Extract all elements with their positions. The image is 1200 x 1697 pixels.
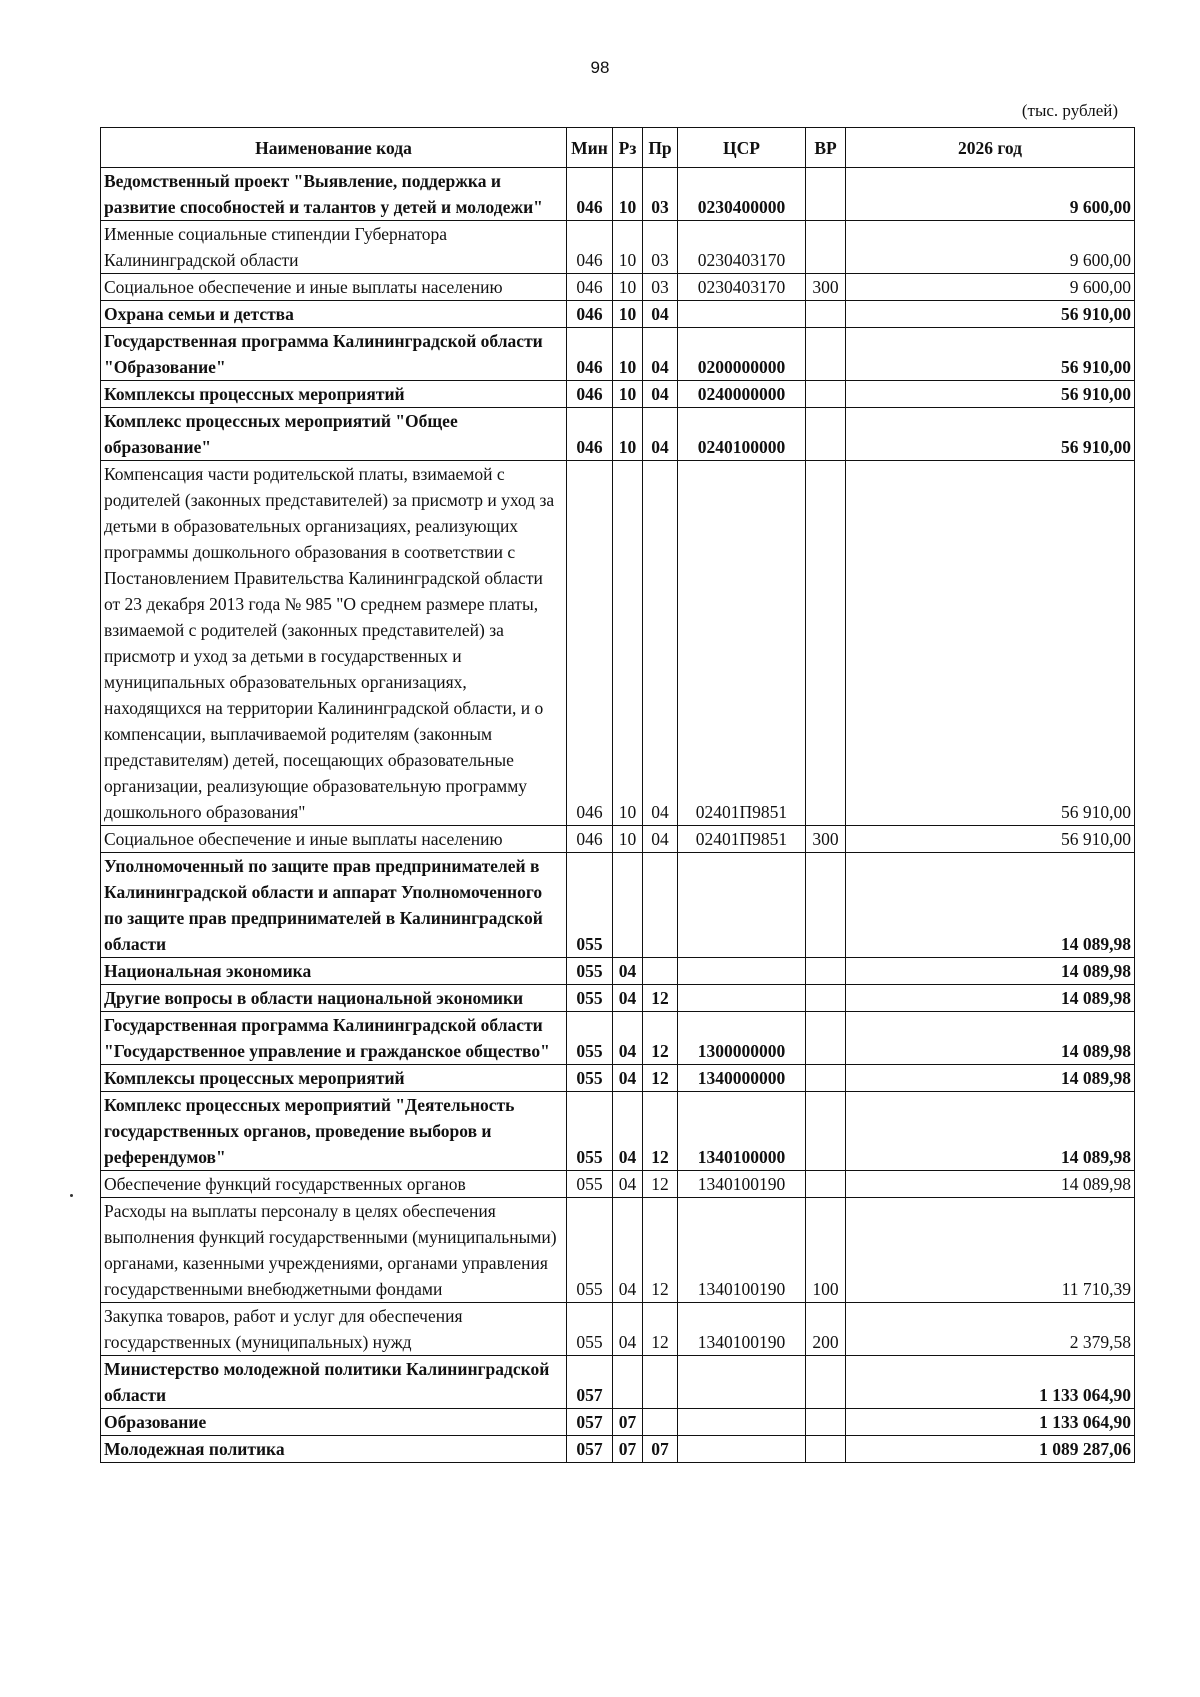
cell-vr — [806, 958, 846, 985]
cell-vr: 100 — [806, 1198, 846, 1303]
table-row — [101, 958, 1135, 985]
cell-vr — [806, 1436, 846, 1463]
cell-rz: 04 — [613, 1065, 643, 1092]
cell-rz: 07 — [613, 1409, 643, 1436]
table-row — [101, 381, 1135, 408]
table-row — [101, 1171, 1135, 1198]
cell-pr: 04 — [643, 381, 678, 408]
cell-min: 055 — [567, 1092, 613, 1171]
cell-rz: 10 — [613, 461, 643, 826]
cell-vr — [806, 381, 846, 408]
cell-name: Именные социальные стипендии Губернатора Калининградской области — [101, 221, 567, 274]
cell-name: Образование — [101, 1409, 567, 1436]
cell-vr — [806, 408, 846, 461]
cell-amount: 14 089,98 — [846, 958, 1135, 985]
cell-name: Комплексы процессных мероприятий — [101, 1065, 567, 1092]
table-row — [101, 274, 1135, 301]
cell-vr — [806, 1092, 846, 1171]
cell-rz: 04 — [613, 1198, 643, 1303]
cell-amount: 9 600,00 — [846, 274, 1135, 301]
table-row — [101, 328, 1135, 381]
cell-amount: 14 089,98 — [846, 1171, 1135, 1198]
cell-csr: 1340000000 — [678, 1065, 806, 1092]
cell-csr: 02401П9851 — [678, 826, 806, 853]
cell-vr — [806, 853, 846, 958]
cell-min: 057 — [567, 1436, 613, 1463]
cell-csr — [678, 853, 806, 958]
cell-name: Государственная программа Калининградской области "Образование" — [101, 328, 567, 381]
cell-vr: 300 — [806, 274, 846, 301]
cell-rz: 10 — [613, 221, 643, 274]
cell-pr: 04 — [643, 826, 678, 853]
cell-amount: 1 089 287,06 — [846, 1436, 1135, 1463]
cell-amount: 56 910,00 — [846, 826, 1135, 853]
cell-rz: 10 — [613, 274, 643, 301]
cell-rz: 10 — [613, 328, 643, 381]
table-row — [101, 826, 1135, 853]
cell-rz: 04 — [613, 1092, 643, 1171]
cell-pr: 12 — [643, 985, 678, 1012]
cell-csr: 0240100000 — [678, 408, 806, 461]
cell-name: Закупка товаров, работ и услуг для обеспечения государственных (муниципальных) нужд — [101, 1303, 567, 1356]
scan-artifact-dot — [70, 1194, 73, 1197]
cell-name: Расходы на выплаты персоналу в целях обеспечения выполнения функций государственными (муниципальными) органами, казенными учреждениями, органами управления государственными внебюджетными фондами — [101, 1198, 567, 1303]
cell-vr — [806, 1356, 846, 1409]
cell-csr: 02401П9851 — [678, 461, 806, 826]
cell-vr — [806, 1409, 846, 1436]
column-header-csr: ЦСР — [678, 128, 806, 168]
cell-name: Министерство молодежной политики Калининградской области — [101, 1356, 567, 1409]
cell-name: Национальная экономика — [101, 958, 567, 985]
cell-name: Социальное обеспечение и иные выплаты населению — [101, 826, 567, 853]
cell-amount: 56 910,00 — [846, 301, 1135, 328]
cell-pr: 07 — [643, 1436, 678, 1463]
table-row — [101, 1356, 1135, 1409]
cell-pr — [643, 1356, 678, 1409]
cell-min: 046 — [567, 381, 613, 408]
cell-rz: 04 — [613, 1171, 643, 1198]
cell-pr: 03 — [643, 168, 678, 221]
cell-rz — [613, 1356, 643, 1409]
table-row — [101, 1092, 1135, 1171]
cell-pr: 12 — [643, 1303, 678, 1356]
table-row — [101, 461, 1135, 826]
cell-rz: 10 — [613, 408, 643, 461]
cell-amount: 14 089,98 — [846, 853, 1135, 958]
cell-min: 055 — [567, 985, 613, 1012]
cell-vr — [806, 1171, 846, 1198]
cell-amount: 56 910,00 — [846, 328, 1135, 381]
cell-amount: 9 600,00 — [846, 221, 1135, 274]
table-row — [101, 1409, 1135, 1436]
cell-amount: 14 089,98 — [846, 1065, 1135, 1092]
cell-amount: 9 600,00 — [846, 168, 1135, 221]
cell-min: 046 — [567, 168, 613, 221]
cell-pr: 04 — [643, 328, 678, 381]
cell-amount: 2 379,58 — [846, 1303, 1135, 1356]
units-label: (тыс. рублей) — [1021, 101, 1118, 120]
cell-pr: 03 — [643, 274, 678, 301]
cell-min: 055 — [567, 1012, 613, 1065]
cell-rz: 10 — [613, 826, 643, 853]
cell-rz: 04 — [613, 958, 643, 985]
table-row — [101, 408, 1135, 461]
column-header-vr: ВР — [806, 128, 846, 168]
budget-table — [100, 127, 1135, 1463]
cell-vr: 200 — [806, 1303, 846, 1356]
page-number: 98 — [590, 58, 610, 77]
cell-vr — [806, 221, 846, 274]
cell-min: 057 — [567, 1409, 613, 1436]
cell-name: Комплекс процессных мероприятий "Деятельность государственных органов, проведение выборов и референдумов" — [101, 1092, 567, 1171]
table-body — [101, 168, 1135, 1463]
cell-csr — [678, 301, 806, 328]
cell-min: 046 — [567, 826, 613, 853]
cell-csr: 1300000000 — [678, 1012, 806, 1065]
cell-name: Социальное обеспечение и иные выплаты населению — [101, 274, 567, 301]
cell-csr — [678, 958, 806, 985]
cell-name: Охрана семьи и детства — [101, 301, 567, 328]
cell-min: 055 — [567, 1171, 613, 1198]
cell-min: 055 — [567, 1065, 613, 1092]
cell-csr: 1340100190 — [678, 1198, 806, 1303]
cell-pr: 12 — [643, 1065, 678, 1092]
cell-amount: 14 089,98 — [846, 985, 1135, 1012]
cell-csr: 0200000000 — [678, 328, 806, 381]
cell-pr — [643, 958, 678, 985]
table-row — [101, 853, 1135, 958]
column-header-name: Наименование кода — [101, 128, 567, 168]
cell-csr: 0230403170 — [678, 221, 806, 274]
cell-csr: 1340100190 — [678, 1171, 806, 1198]
cell-pr: 04 — [643, 301, 678, 328]
cell-pr — [643, 853, 678, 958]
cell-name: Комплексы процессных мероприятий — [101, 381, 567, 408]
table-row — [101, 301, 1135, 328]
cell-name: Государственная программа Калининградской области "Государственное управление и гражданское общество" — [101, 1012, 567, 1065]
column-header-rz: Рз — [613, 128, 643, 168]
cell-rz: 04 — [613, 985, 643, 1012]
cell-pr: 12 — [643, 1171, 678, 1198]
cell-amount: 56 910,00 — [846, 408, 1135, 461]
cell-amount: 1 133 064,90 — [846, 1409, 1135, 1436]
cell-amount: 14 089,98 — [846, 1012, 1135, 1065]
cell-vr: 300 — [806, 826, 846, 853]
cell-rz: 10 — [613, 301, 643, 328]
cell-amount: 1 133 064,90 — [846, 1356, 1135, 1409]
cell-rz: 10 — [613, 168, 643, 221]
cell-vr — [806, 301, 846, 328]
cell-csr — [678, 1409, 806, 1436]
cell-name: Молодежная политика — [101, 1436, 567, 1463]
cell-min: 055 — [567, 853, 613, 958]
cell-csr: 1340100190 — [678, 1303, 806, 1356]
cell-vr — [806, 461, 846, 826]
cell-csr — [678, 985, 806, 1012]
cell-min: 055 — [567, 1198, 613, 1303]
cell-pr: 12 — [643, 1198, 678, 1303]
cell-amount: 14 089,98 — [846, 1092, 1135, 1171]
cell-csr — [678, 1436, 806, 1463]
cell-amount: 56 910,00 — [846, 461, 1135, 826]
cell-csr — [678, 1356, 806, 1409]
cell-pr: 12 — [643, 1012, 678, 1065]
cell-min: 046 — [567, 461, 613, 826]
cell-vr — [806, 328, 846, 381]
cell-rz — [613, 853, 643, 958]
cell-pr: 04 — [643, 461, 678, 826]
cell-min: 057 — [567, 1356, 613, 1409]
column-header-pr: Пр — [643, 128, 678, 168]
cell-csr: 1340100000 — [678, 1092, 806, 1171]
cell-min: 055 — [567, 1303, 613, 1356]
cell-rz: 07 — [613, 1436, 643, 1463]
cell-min: 055 — [567, 958, 613, 985]
cell-min: 046 — [567, 328, 613, 381]
cell-csr: 0230403170 — [678, 274, 806, 301]
cell-name: Компенсация части родительской платы, взимаемой с родителей (законных представителей) за присмотр и уход за детьми в образовательных организациях, реализующих программы дошкольного образования в соответствии с Постановлением Правительства Калининградской области от 23 декабря 2013 года № 985 "О среднем размере платы, взимаемой с родителей (законных представителей) за присмотр и уход за детьми в государственных и муниципальных образовательных организациях, находящихся на территории Калининградской области, и о компенсации, выплачиваемой родителям (законным представителям) детей, посещающих образовательные организации, реализующие образовательную программу дошкольного образования" — [101, 461, 567, 826]
table-row — [101, 1198, 1135, 1303]
cell-name: Другие вопросы в области национальной экономики — [101, 985, 567, 1012]
table-row — [101, 1012, 1135, 1065]
cell-pr: 12 — [643, 1092, 678, 1171]
cell-name: Уполномоченный по защите прав предпринимателей в Калининградской области и аппарат Уполномоченного по защите прав предпринимателей в Калининградской области — [101, 853, 567, 958]
cell-min: 046 — [567, 221, 613, 274]
cell-amount: 11 710,39 — [846, 1198, 1135, 1303]
cell-vr — [806, 168, 846, 221]
table-header-row — [101, 128, 1135, 168]
cell-min: 046 — [567, 408, 613, 461]
table-row — [101, 1065, 1135, 1092]
cell-min: 046 — [567, 274, 613, 301]
cell-pr: 03 — [643, 221, 678, 274]
cell-name: Ведомственный проект "Выявление, поддержка и развитие способностей и талантов у детей и молодежи" — [101, 168, 567, 221]
cell-name: Обеспечение функций государственных органов — [101, 1171, 567, 1198]
column-header-amount: 2026 год — [846, 128, 1135, 168]
cell-vr — [806, 1012, 846, 1065]
table-row — [101, 985, 1135, 1012]
cell-pr: 04 — [643, 408, 678, 461]
cell-name: Комплекс процессных мероприятий "Общее образование" — [101, 408, 567, 461]
cell-amount: 56 910,00 — [846, 381, 1135, 408]
cell-rz: 10 — [613, 381, 643, 408]
table-row — [101, 168, 1135, 221]
cell-csr: 0230400000 — [678, 168, 806, 221]
cell-csr: 0240000000 — [678, 381, 806, 408]
table-row — [101, 221, 1135, 274]
cell-vr — [806, 985, 846, 1012]
cell-min: 046 — [567, 301, 613, 328]
cell-pr — [643, 1409, 678, 1436]
table-row — [101, 1303, 1135, 1356]
table-row — [101, 1436, 1135, 1463]
cell-rz: 04 — [613, 1303, 643, 1356]
cell-rz: 04 — [613, 1012, 643, 1065]
cell-vr — [806, 1065, 846, 1092]
column-header-min: Мин — [567, 128, 613, 168]
